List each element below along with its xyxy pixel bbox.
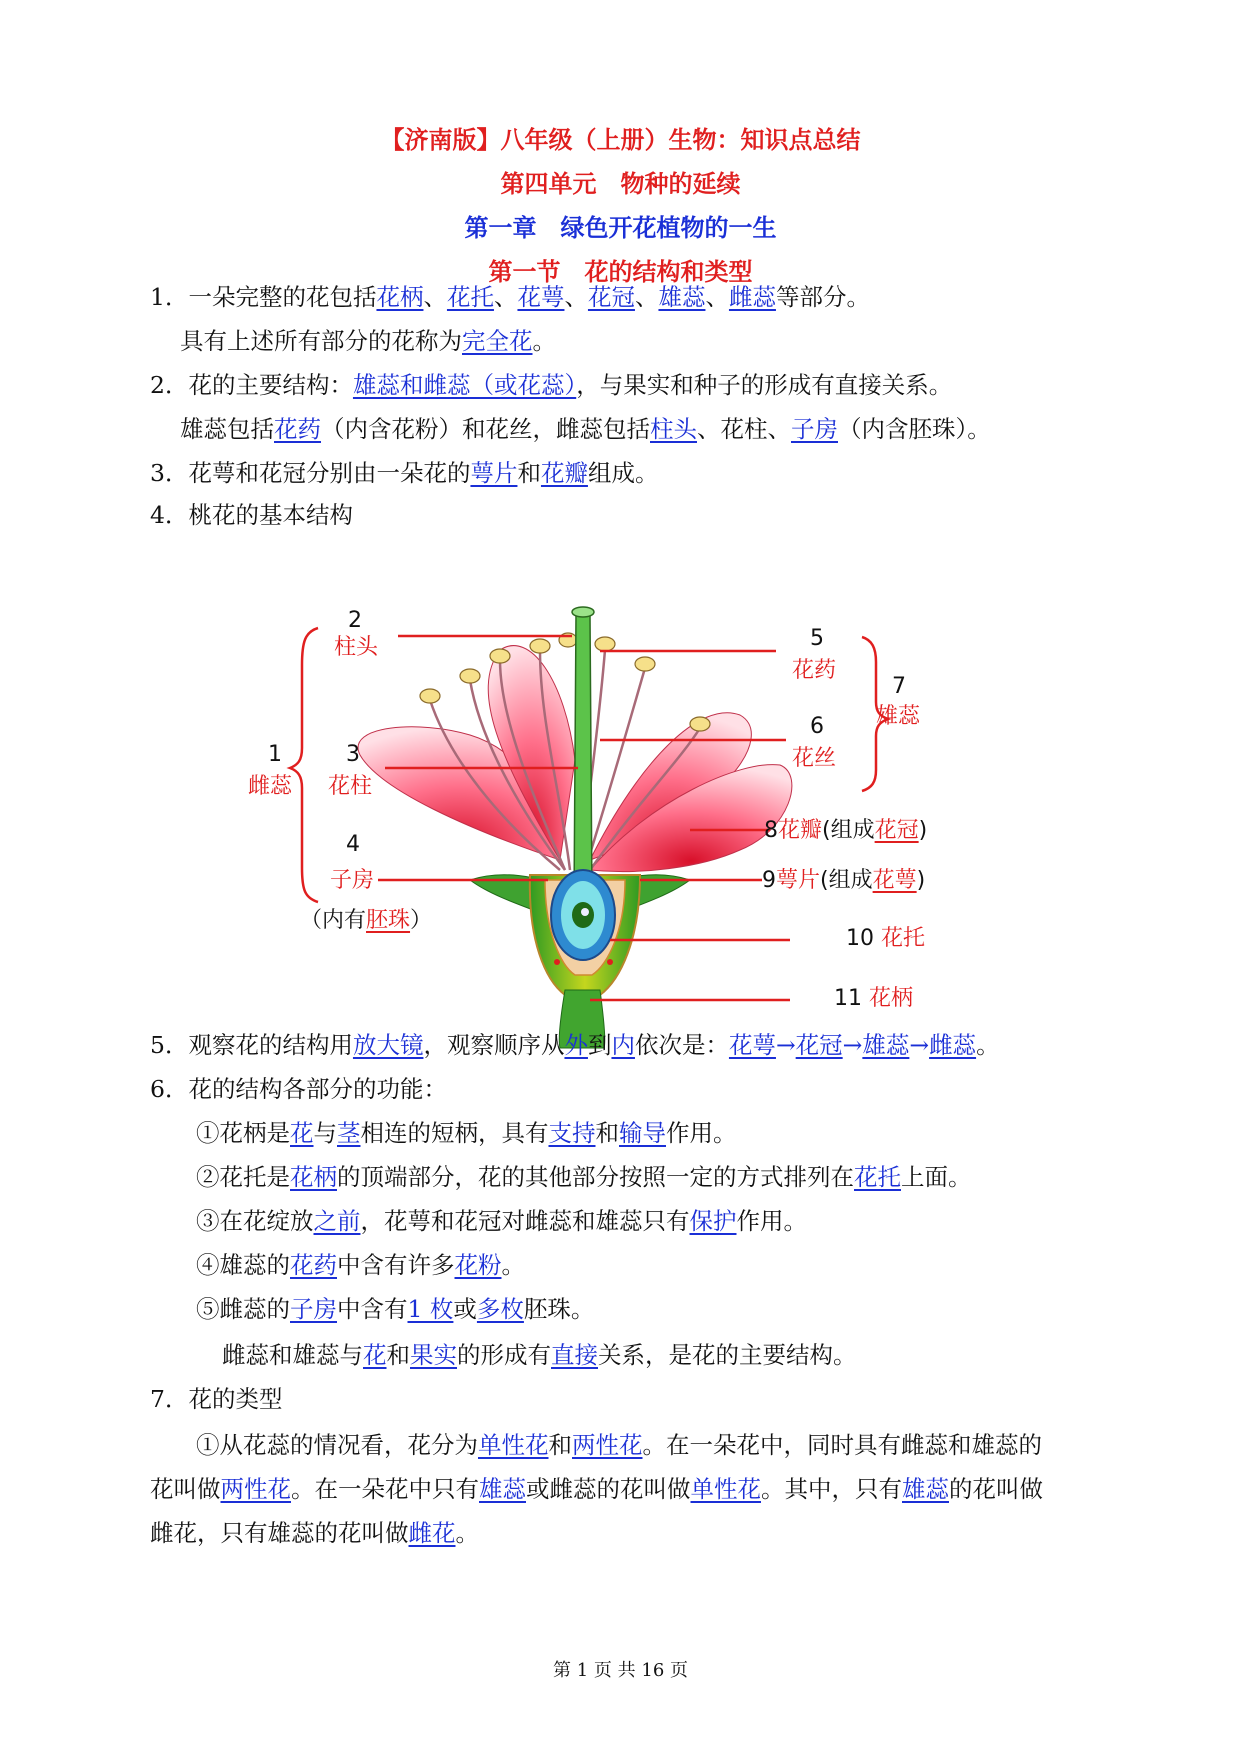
section-heading: 第一节 花的结构和类型 <box>488 258 753 286</box>
item-3: 3．花萼和花冠分别由一朵花的萼片和花瓣组成。 <box>150 459 659 487</box>
anther <box>490 649 510 663</box>
diagram-num-5: 5 <box>810 626 824 651</box>
anther <box>420 689 440 703</box>
doc-title: 【济南版】八年级（上册）生物：知识点总结 <box>380 126 861 154</box>
diagram-label-filament: 花丝 <box>792 746 837 771</box>
diagram-sepal-label: 9萼片(组成花萼) <box>762 868 926 893</box>
pistil-stigma <box>572 607 594 617</box>
item-7: 7．花的类型 <box>150 1385 283 1413</box>
anther <box>635 657 655 671</box>
item-1-note: 具有上述所有部分的花称为完全花。 <box>180 327 556 355</box>
anther <box>460 669 480 683</box>
function-3: ③在花绽放之前，花萼和花冠对雌蕊和雄蕊只有保护作用。 <box>196 1207 807 1235</box>
anther <box>530 639 550 653</box>
diagram-stalk-label: 11 花柄 <box>834 986 914 1011</box>
diagram-num-1: 1 <box>268 742 282 767</box>
item-1: 1．一朵完整的花包括花柄、花托、花萼、花冠、雄蕊、雌蕊等部分。 <box>150 283 870 311</box>
function-summary: 雌蕊和雄蕊与花和果实的形成有直接关系，是花的主要结构。 <box>222 1341 857 1369</box>
diagram-label-anther: 花药 <box>792 658 837 683</box>
diagram-num-6: 6 <box>810 714 824 739</box>
anther <box>690 717 710 731</box>
flower-types-line-3: 雌花，只有雄蕊的花叫做雌花。 <box>150 1519 479 1547</box>
item-4: 4．桃花的基本结构 <box>150 501 353 529</box>
pistil-style <box>574 615 592 900</box>
anther <box>595 637 615 651</box>
function-2: ②花托是花柄的顶端部分，花的其他部分按照一定的方式排列在花托上面。 <box>196 1163 972 1191</box>
function-1: ①花柄是花与茎相连的短柄，具有支持和输导作用。 <box>196 1119 737 1147</box>
bracket-pistil <box>290 628 318 902</box>
flower-types-line-1: ①从花蕊的情况看，花分为单性花和两性花。在一朵花中，同时具有雌蕊和雄蕊的 <box>196 1431 1042 1459</box>
item-6: 6．花的结构各部分的功能： <box>150 1075 447 1103</box>
diagram-label-pistil: 雌蕊 <box>248 774 293 799</box>
chapter-heading: 第一章 绿色开花植物的一生 <box>464 214 777 242</box>
diagram-label-ovary: 子房 <box>330 868 375 893</box>
flower-types-line-2: 花叫做两性花。在一朵花中只有雄蕊或雌蕊的花叫做单性花。其中，只有雄蕊的花叫做 <box>150 1475 1043 1503</box>
page-footer: 第 1 页 共 16 页 <box>552 1660 689 1681</box>
diagram-receptacle-label: 10 花托 <box>846 926 926 951</box>
diagram-petal-label: 8花瓣(组成花冠) <box>764 818 928 843</box>
diagram-num-3: 3 <box>346 742 360 767</box>
item-2-note: 雄蕊包括花药（内含花粉）和花丝，雌蕊包括柱头、花柱、子房（内含胚珠）。 <box>180 415 991 443</box>
diagram-num-2: 2 <box>348 608 362 633</box>
item-5: 5．观察花的结构用放大镜，观察顺序从外到内依次是：花萼→花冠→雄蕊→雌蕊。 <box>150 1031 1000 1059</box>
item-2: 2．花的主要结构：雄蕊和雌蕊（或花蕊），与果实和种子的形成有直接关系。 <box>150 371 953 399</box>
diagram-num-4: 4 <box>346 832 360 857</box>
diagram-label-stamen: 雄蕊 <box>876 704 921 729</box>
unit-heading: 第四单元 物种的延续 <box>500 170 741 198</box>
diagram-ovule-note: （内有胚珠） <box>300 908 433 933</box>
diagram-label-style: 花柱 <box>328 774 373 799</box>
function-4: ④雄蕊的花药中含有许多花粉。 <box>196 1251 525 1279</box>
diagram-num-7: 7 <box>892 674 906 699</box>
diagram-label-stigma: 柱头 <box>334 635 379 660</box>
function-5: ⑤雌蕊的子房中含有1 枚或多枚胚珠。 <box>196 1295 595 1323</box>
